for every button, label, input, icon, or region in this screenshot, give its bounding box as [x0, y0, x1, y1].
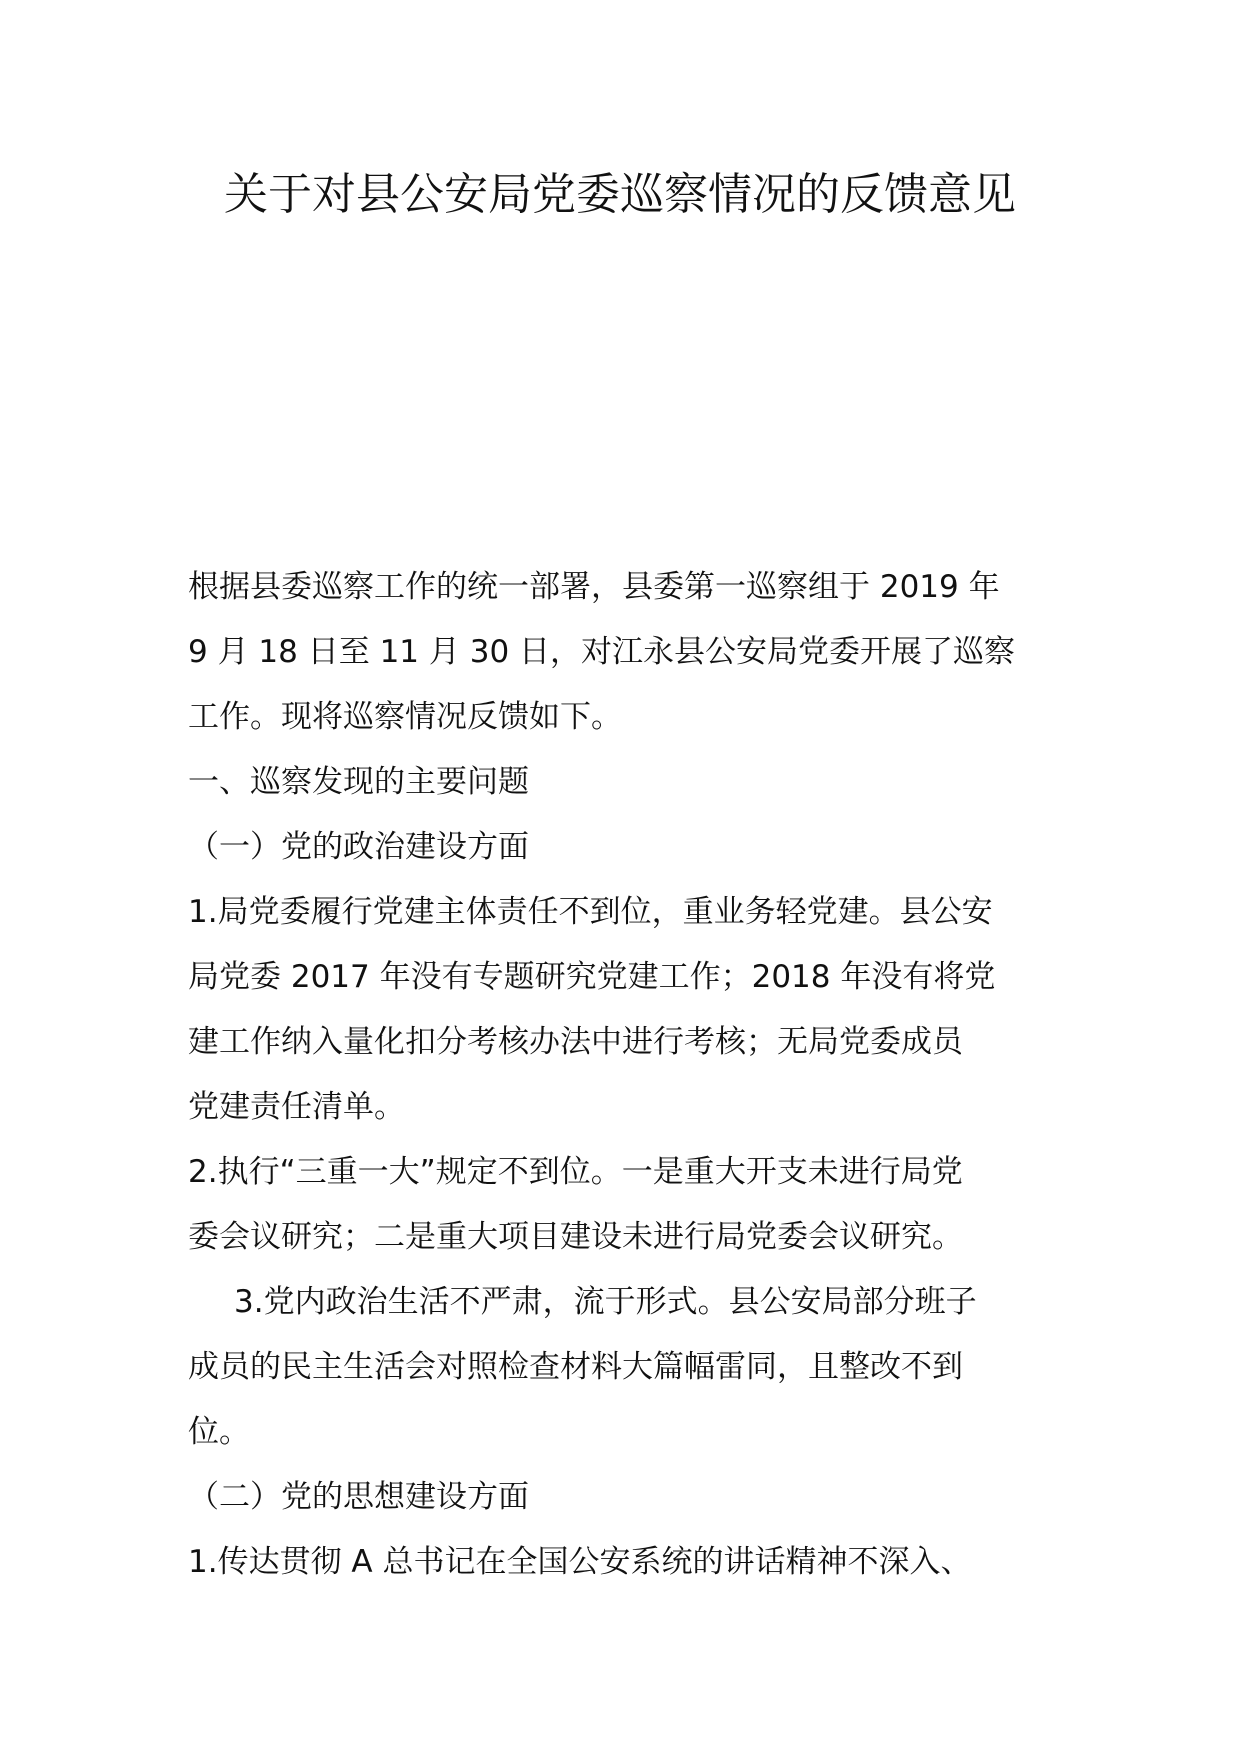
subsection-heading: （二）党的思想建设方面: [188, 1479, 529, 1515]
subsection-heading: （一）党的政治建设方面: [188, 829, 529, 865]
document-body: [188, 555, 1068, 1595]
paragraph-line: 3.党内政治生活不严肃，流于形式。县公安局部分班子: [234, 1284, 977, 1320]
paragraph-line: 局党委 2017 年没有专题研究党建工作；2018 年没有将党: [188, 959, 996, 995]
paragraph-line: 根据县委巡察工作的统一部署，县委第一巡察组于 2019 年: [188, 569, 1000, 605]
paragraph-line: 党建责任清单。: [188, 1089, 405, 1125]
paragraph-line: 1.局党委履行党建主体责任不到位，重业务轻党建。县公安: [188, 894, 993, 930]
paragraph-line: 9 月 18 日至 11 月 30 日，对江永县公安局党委开展了巡察: [188, 634, 1016, 670]
paragraph-line: 委会议研究；二是重大项目建设未进行局党委会议研究。: [188, 1219, 963, 1255]
paragraph-line: 2.执行“三重一大”规定不到位。一是重大开支未进行局党: [188, 1154, 963, 1190]
paragraph-line: 位。: [188, 1414, 250, 1450]
paragraph-line: 工作。现将巡察情况反馈如下。: [188, 699, 622, 735]
paragraph-line: 成员的民主生活会对照检查材料大篇幅雷同，且整改不到: [188, 1349, 963, 1385]
paragraph-line: 1.传达贯彻 A 总书记在全国公安系统的讲话精神不深入、: [188, 1544, 972, 1580]
paragraph-line: 建工作纳入量化扣分考核办法中进行考核；无局党委成员: [188, 1024, 963, 1060]
document-title: 关于对县公安局党委巡察情况的反馈意见: [224, 169, 1016, 220]
section-heading: 一、巡察发现的主要问题: [188, 764, 529, 800]
